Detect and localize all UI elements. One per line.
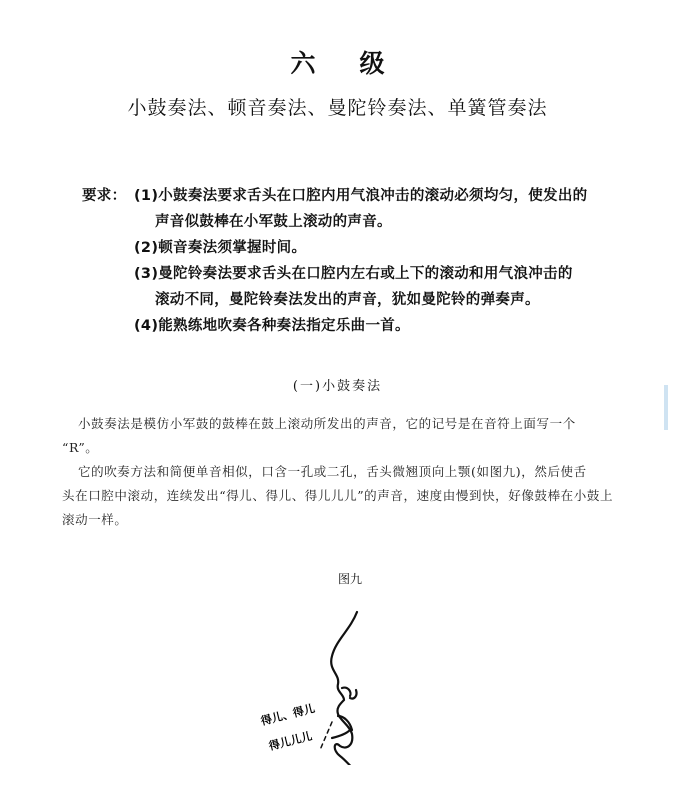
figure-caption: 图九 [338, 572, 363, 586]
requirement-1: (1)小鼓奏法要求舌头在口腔内用气浪冲击的滚动必须均匀，使发出的 [134, 188, 588, 204]
requirement-3-cont: 滚动不同，曼陀铃奏法发出的声音，犹如曼陀铃的弹奏声。 [155, 292, 540, 308]
page-subtitle: 小鼓奏法、顿音奏法、曼陀铃奏法、单簧管奏法 [127, 97, 548, 119]
paragraph-2-line: 滚动一样。 [62, 512, 128, 527]
requirement-2: (2)顿音奏法须掌握时间。 [134, 240, 307, 256]
paragraph-1-line: 小鼓奏法是模仿小军鼓的鼓棒在鼓上滚动所发出的声音，它的记号是在音符上面写一个 [78, 416, 576, 431]
airflow-line [320, 722, 332, 750]
paragraph-1-line: “R”。 [62, 440, 99, 455]
mouth-profile-figure [240, 600, 440, 765]
nostril [342, 688, 351, 696]
tongue [332, 730, 350, 738]
section-heading: (一)小鼓奏法 [292, 379, 383, 394]
page-title: 六级 [290, 49, 429, 78]
figure-annotation: 得儿、得儿 [259, 701, 317, 728]
paragraph-2-line: 它的吹奏方法和简便单音相似，口含一孔或二孔，舌头微翘顶向上颚(如图九)，然后使舌 [78, 464, 587, 479]
requirement-1-cont: 声音似鼓棒在小军鼓上滚动的声音。 [155, 214, 392, 230]
figure-annotation: 得儿儿儿 [267, 729, 314, 753]
requirement-4: (4)能熟练地吹奏各种奏法指定乐曲一首。 [134, 318, 410, 334]
requirements-label: 要求： [82, 188, 127, 204]
scan-edge [664, 385, 668, 430]
requirement-3: (3)曼陀铃奏法要求舌头在口腔内左右或上下的滚动和用气浪冲击的 [134, 266, 573, 282]
paragraph-2-line: 头在口腔中滚动，连续发出“得儿、得儿、得儿儿儿”的声音，速度由慢到快，好像鼓棒在小鼓上 [62, 488, 614, 503]
